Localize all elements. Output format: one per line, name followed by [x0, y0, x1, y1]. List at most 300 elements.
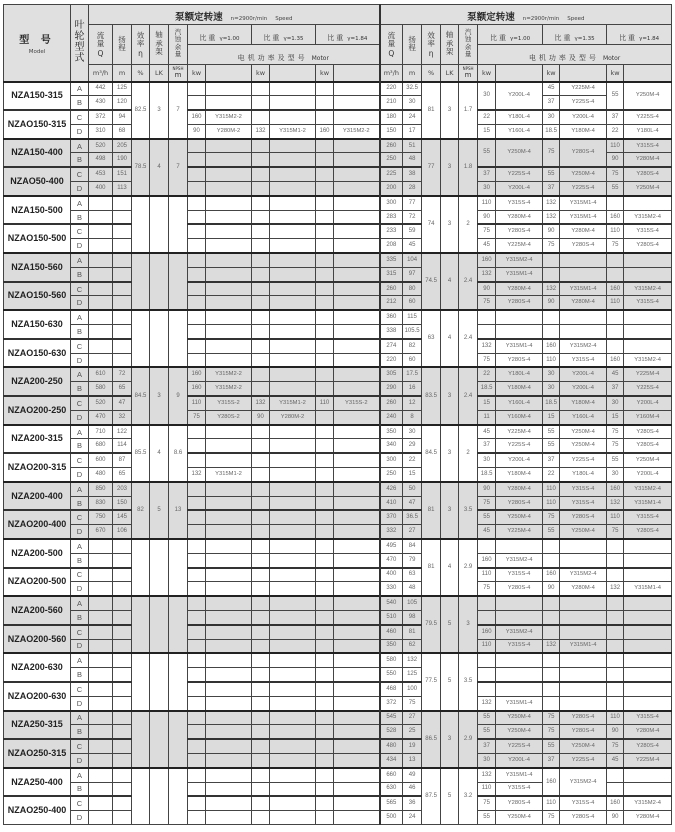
- motor-model-cell: [560, 553, 607, 567]
- motor-model-cell: [206, 453, 252, 467]
- motor-power-cell: 110: [478, 568, 496, 582]
- npsh-cell: 9: [169, 367, 188, 424]
- bearing-cell: [150, 539, 169, 596]
- flow-cell: 580: [89, 382, 113, 396]
- table-row: [4, 711, 672, 725]
- table-row: [4, 468, 672, 482]
- motor-power-cell: 55: [478, 725, 496, 739]
- motor-power-cell: [252, 696, 270, 710]
- motor-model-cell: Y200L-4: [496, 753, 543, 767]
- motor-model-cell: [560, 668, 607, 682]
- motor-model-cell: [334, 453, 380, 467]
- motor-model-cell: [334, 182, 380, 196]
- impeller-type: C: [71, 396, 89, 410]
- motor-power-cell: 37: [543, 453, 560, 467]
- model-name: NZAO200-400: [4, 510, 71, 539]
- bearing-cell: 3: [150, 82, 169, 139]
- motor-model-cell: [334, 553, 380, 567]
- motor-power-cell: [252, 182, 270, 196]
- efficiency-symbol: η: [138, 48, 143, 58]
- flow-cell: 290: [380, 382, 403, 396]
- motor-power-cell: [316, 811, 334, 825]
- flow-cell: 460: [380, 625, 403, 639]
- motor-model-cell: [206, 210, 252, 224]
- flow-cell: [89, 625, 113, 639]
- head-cell: [113, 682, 132, 696]
- motor-power-cell: 90: [607, 153, 624, 167]
- motor-label-en: Motor: [602, 55, 621, 62]
- motor-power-cell: [316, 239, 334, 253]
- motor-model-cell: [334, 339, 380, 353]
- table-row: [4, 496, 672, 510]
- motor-power-cell: 22: [478, 367, 496, 381]
- motor-power-cell: 22: [543, 468, 560, 482]
- motor-power-cell: 90: [252, 410, 270, 424]
- npsh-cell: 2.4: [459, 367, 478, 424]
- model-name: NZA200-400: [4, 482, 71, 511]
- motor-model-cell: [206, 439, 252, 453]
- motor-power-cell: [316, 668, 334, 682]
- motor-model-cell: [206, 653, 252, 667]
- motor-power-cell: [478, 653, 496, 667]
- motor-power-cell: 55: [543, 739, 560, 753]
- npsh-label: 汽蚀余量: [464, 28, 472, 58]
- motor-model-cell: [496, 668, 543, 682]
- motor-model-cell: [206, 568, 252, 582]
- head-cell: 19: [403, 739, 422, 753]
- motor-model-cell: [270, 596, 316, 610]
- motor-power-cell: 55: [478, 711, 496, 725]
- motor-power-cell: 160: [607, 353, 624, 367]
- motor-power-cell: [252, 139, 270, 153]
- motor-power-cell: 132: [478, 768, 496, 782]
- flow-cell: [89, 696, 113, 710]
- motor-model-cell: [334, 425, 380, 439]
- npsh-unit-label: m: [174, 71, 182, 80]
- efficiency-cell: 84.5: [132, 367, 150, 424]
- motor-power-cell: [316, 596, 334, 610]
- motor-model-cell: [206, 96, 252, 110]
- motor-power-cell: 30: [478, 182, 496, 196]
- gravity-header-135: [252, 25, 316, 45]
- gravity-value: γ=1.84: [639, 36, 660, 42]
- motor-model-cell: [206, 496, 252, 510]
- motor-power-cell: [188, 553, 206, 567]
- motor-power-cell: 37: [478, 167, 496, 181]
- head-cell: 80: [403, 282, 422, 296]
- head-cell: 27: [403, 525, 422, 539]
- motor-model-cell: Y225S-4: [496, 739, 543, 753]
- motor-power-cell: 110: [607, 711, 624, 725]
- motor-power-cell: 90: [543, 224, 560, 238]
- motor-model-cell: [270, 682, 316, 696]
- motor-model-cell: [206, 282, 252, 296]
- motor-power-cell: 45: [607, 753, 624, 767]
- motor-power-cell: 15: [478, 124, 496, 138]
- impeller-type: A: [71, 425, 89, 439]
- head-cell: 150: [113, 496, 132, 510]
- head-unit: m: [403, 65, 422, 82]
- flow-cell: [89, 325, 113, 339]
- bearing-cell: 4: [150, 139, 169, 196]
- model-name: NZAO250-315: [4, 739, 71, 768]
- bearing-cell: [150, 653, 169, 710]
- motor-power-cell: [188, 696, 206, 710]
- motor-model-cell: [334, 282, 380, 296]
- motor-model-cell: Y315M2-4: [624, 796, 672, 810]
- motor-model-cell: [334, 682, 380, 696]
- table-row: [4, 725, 672, 739]
- motor-power-cell: [543, 625, 560, 639]
- motor-power-cell: [316, 367, 334, 381]
- table-row: [4, 210, 672, 224]
- motor-power-cell: 37: [607, 110, 624, 124]
- motor-model-cell: Y315M2-2: [334, 124, 380, 138]
- head-header: [403, 25, 422, 65]
- motor-model-cell: [270, 82, 316, 96]
- motor-model-cell: Y160M-4: [496, 410, 543, 424]
- motor-power-cell: [188, 753, 206, 767]
- npsh-cell: 7: [169, 139, 188, 196]
- motor-power-cell: [252, 453, 270, 467]
- flow-cell: [89, 253, 113, 267]
- motor-power-cell: 22: [607, 124, 624, 138]
- head-cell: 36: [403, 796, 422, 810]
- motor-model-cell: [560, 310, 607, 324]
- bearing-cell: 5: [150, 482, 169, 539]
- kw-unit: kw: [252, 65, 270, 82]
- npsh-cell: 1.7: [459, 82, 478, 139]
- impeller-type: B: [71, 153, 89, 167]
- head-cell: 72: [403, 210, 422, 224]
- motor-model-cell: [560, 539, 607, 553]
- motor-power-cell: 90: [607, 725, 624, 739]
- motor-power-cell: 75: [607, 525, 624, 539]
- npsh-cell: [169, 539, 188, 596]
- motor-model-cell: Y225S-4: [560, 753, 607, 767]
- table-row: [4, 682, 672, 696]
- motor-power-cell: [607, 653, 624, 667]
- flow-cell: 434: [380, 753, 403, 767]
- motor-model-cell: [270, 310, 316, 324]
- impeller-type: A: [71, 539, 89, 553]
- motor-power-cell: 55: [478, 811, 496, 825]
- motor-model-cell: [334, 782, 380, 796]
- motor-power-cell: [252, 582, 270, 596]
- flow-cell: 330: [380, 582, 403, 596]
- motor-model-cell: [624, 253, 672, 267]
- motor-power-cell: [316, 282, 334, 296]
- motor-model-cell: [206, 167, 252, 181]
- motor-model-cell: [206, 696, 252, 710]
- motor-power-cell: [252, 224, 270, 238]
- head-cell: [113, 196, 132, 210]
- motor-model-cell: Y315S-4: [624, 510, 672, 524]
- motor-power-cell: 75: [543, 811, 560, 825]
- motor-power-cell: 45: [478, 525, 496, 539]
- flow-cell: 220: [380, 353, 403, 367]
- flow-cell: 350: [380, 639, 403, 653]
- motor-power-cell: 90: [543, 296, 560, 310]
- motor-model-cell: [560, 653, 607, 667]
- motor-model-cell: [206, 796, 252, 810]
- table-row: [4, 124, 672, 138]
- motor-power-cell: [316, 453, 334, 467]
- motor-model-cell: [496, 653, 543, 667]
- motor-power-cell: 132: [478, 267, 496, 281]
- motor-header: [188, 45, 380, 65]
- motor-power-cell: [188, 439, 206, 453]
- flow-cell: 545: [380, 711, 403, 725]
- head-cell: 47: [403, 496, 422, 510]
- bearing-cell: 3: [441, 425, 459, 482]
- motor-power-cell: [188, 239, 206, 253]
- motor-model-cell: Y250M-4: [560, 425, 607, 439]
- head-unit: m: [113, 65, 132, 82]
- flow-cell: 150: [380, 124, 403, 138]
- motor-model-cell: Y180M-4: [496, 468, 543, 482]
- model-header: [4, 5, 71, 82]
- motor-model-unit: [560, 65, 607, 82]
- motor-model-cell: [270, 382, 316, 396]
- motor-power-cell: [188, 596, 206, 610]
- motor-power-cell: 30: [543, 110, 560, 124]
- motor-power-cell: [478, 539, 496, 553]
- motor-power-cell: [543, 553, 560, 567]
- table-row: [4, 739, 672, 753]
- motor-model-cell: Y250M-4: [560, 739, 607, 753]
- motor-model-cell: Y250M-4: [560, 525, 607, 539]
- motor-model-cell: [206, 811, 252, 825]
- head-cell: 106: [113, 525, 132, 539]
- head-cell: 77: [403, 196, 422, 210]
- motor-model-unit: [496, 65, 543, 82]
- motor-model-cell: Y315S-4: [624, 711, 672, 725]
- motor-power-cell: [607, 596, 624, 610]
- motor-model-cell: Y180L-4: [496, 367, 543, 381]
- motor-power-cell: 75: [188, 410, 206, 424]
- impeller-type: A: [71, 367, 89, 381]
- motor-power-cell: [478, 310, 496, 324]
- motor-power-cell: [188, 253, 206, 267]
- motor-model-cell: [334, 796, 380, 810]
- impeller-type: C: [71, 282, 89, 296]
- head-cell: 30: [403, 96, 422, 110]
- motor-model-cell: [270, 525, 316, 539]
- motor-power-cell: [252, 239, 270, 253]
- header-row-speed: [4, 5, 672, 25]
- motor-model-cell: Y280S-4: [496, 796, 543, 810]
- flow-cell: 550: [380, 668, 403, 682]
- motor-model-cell: [206, 725, 252, 739]
- efficiency-cell: 85.5: [132, 425, 150, 482]
- table-row: [4, 653, 672, 667]
- motor-model-cell: [624, 196, 672, 210]
- motor-power-cell: [543, 267, 560, 281]
- motor-model-cell: [270, 496, 316, 510]
- npsh-abbrev: NPSH: [172, 66, 184, 72]
- flow-cell: 540: [380, 596, 403, 610]
- motor-power-cell: 30: [607, 468, 624, 482]
- flow-cell: 630: [380, 782, 403, 796]
- motor-power-cell: 132: [543, 196, 560, 210]
- flow-header: [380, 25, 403, 65]
- head-cell: 49: [403, 768, 422, 782]
- gravity-header-100: [188, 25, 252, 45]
- motor-power-cell: [188, 811, 206, 825]
- motor-model-cell: [206, 267, 252, 281]
- motor-power-cell: [252, 82, 270, 96]
- motor-model-cell: Y315M1-2: [270, 396, 316, 410]
- motor-model-cell: [206, 253, 252, 267]
- motor-power-cell: 55: [543, 525, 560, 539]
- motor-model-cell: Y250M-4: [624, 182, 672, 196]
- kw-unit: kw: [478, 65, 496, 82]
- motor-power-cell: [252, 796, 270, 810]
- efficiency-cell: 74: [422, 196, 441, 253]
- motor-power-cell: 75: [478, 582, 496, 596]
- flow-cell: 442: [89, 82, 113, 96]
- impeller-type: A: [71, 310, 89, 324]
- head-cell: 15: [403, 468, 422, 482]
- motor-power-cell: [252, 768, 270, 782]
- head-cell: 100: [403, 682, 422, 696]
- motor-model-cell: Y180L-4: [560, 468, 607, 482]
- motor-model-cell: Y180M-4: [560, 396, 607, 410]
- motor-model-cell: Y315S-4: [496, 196, 543, 210]
- motor-model-cell: Y315M2-4: [496, 553, 543, 567]
- flow-cell: [89, 753, 113, 767]
- motor-model-cell: [270, 96, 316, 110]
- head-cell: 51: [403, 139, 422, 153]
- motor-power-cell: 55: [607, 453, 624, 467]
- head-cell: 72: [113, 367, 132, 381]
- flow-cell: 470: [380, 553, 403, 567]
- bearing-cell: 3: [150, 367, 169, 424]
- motor-model-cell: [206, 139, 252, 153]
- motor-model-cell: Y315S-4: [624, 139, 672, 153]
- motor-model-cell: [334, 296, 380, 310]
- flow-cell: [89, 539, 113, 553]
- motor-model-cell: Y280M-4: [560, 224, 607, 238]
- motor-power-cell: 30: [478, 453, 496, 467]
- motor-power-cell: 132: [252, 396, 270, 410]
- motor-power-cell: [188, 496, 206, 510]
- motor-power-cell: [252, 625, 270, 639]
- flow-cell: 300: [380, 196, 403, 210]
- motor-model-cell: Y280S-4: [496, 496, 543, 510]
- head-cell: 115: [403, 310, 422, 324]
- flow-cell: 670: [89, 525, 113, 539]
- kw-unit: kw: [607, 65, 624, 82]
- motor-power-cell: [316, 139, 334, 153]
- flow-cell: 274: [380, 339, 403, 353]
- motor-model-cell: [206, 525, 252, 539]
- motor-model-cell: [270, 539, 316, 553]
- motor-model-cell: [270, 253, 316, 267]
- motor-power-cell: [252, 110, 270, 124]
- npsh-cell: [169, 196, 188, 253]
- flow-cell: 360: [380, 310, 403, 324]
- efficiency-cell: 74.5: [422, 253, 441, 310]
- motor-model-cell: [334, 239, 380, 253]
- motor-model-cell: [334, 468, 380, 482]
- flow-cell: 220: [380, 82, 403, 96]
- motor-power-cell: 160: [478, 625, 496, 639]
- head-cell: 16: [403, 382, 422, 396]
- head-cell: [113, 353, 132, 367]
- model-name: NZAO150-500: [4, 224, 71, 253]
- flow-cell: [89, 725, 113, 739]
- motor-model-cell: [624, 539, 672, 553]
- bearing-cell: 4: [441, 310, 459, 367]
- flow-cell: 850: [89, 482, 113, 496]
- motor-power-cell: [543, 668, 560, 682]
- motor-power-cell: [607, 553, 624, 567]
- motor-power-cell: [188, 296, 206, 310]
- head-cell: [113, 639, 132, 653]
- motor-power-cell: 132: [543, 639, 560, 653]
- head-cell: [113, 267, 132, 281]
- motor-model-cell: [624, 325, 672, 339]
- motor-model-cell: Y315M1-4: [624, 496, 672, 510]
- table-row: [4, 568, 672, 582]
- motor-model-cell: [624, 267, 672, 281]
- impeller-type: C: [71, 682, 89, 696]
- motor-power-cell: [252, 711, 270, 725]
- flow-cell: 453: [89, 167, 113, 181]
- motor-model-cell: Y250M-4: [624, 453, 672, 467]
- motor-power-cell: 110: [478, 782, 496, 796]
- npsh-cell: 3.2: [459, 768, 478, 825]
- motor-power-cell: [316, 339, 334, 353]
- impeller-type: D: [71, 239, 89, 253]
- head-cell: [113, 725, 132, 739]
- motor-model-cell: [270, 153, 316, 167]
- impeller-type: B: [71, 210, 89, 224]
- efficiency-cell: 81: [422, 539, 441, 596]
- efficiency-cell: [132, 768, 150, 825]
- flow-cell: 240: [380, 410, 403, 424]
- motor-power-cell: [252, 196, 270, 210]
- motor-power-cell: [316, 782, 334, 796]
- motor-model-cell: Y315S-4: [496, 639, 543, 653]
- bearing-cell: 5: [441, 653, 459, 710]
- flow-cell: [89, 653, 113, 667]
- head-cell: 151: [113, 167, 132, 181]
- motor-power-cell: 55: [607, 182, 624, 196]
- motor-model-cell: [334, 310, 380, 324]
- motor-model-cell: [206, 310, 252, 324]
- motor-power-cell: [188, 668, 206, 682]
- head-cell: 47: [113, 396, 132, 410]
- flow-cell: [89, 196, 113, 210]
- table-row: [4, 267, 672, 281]
- motor-power-cell: 30: [478, 753, 496, 767]
- impeller-type: B: [71, 553, 89, 567]
- table-row: [4, 96, 672, 110]
- gravity-value: γ=1.84: [347, 36, 368, 42]
- motor-model-cell: [334, 196, 380, 210]
- bearing-cell: 5: [441, 768, 459, 825]
- head-cell: 29: [403, 439, 422, 453]
- flow-cell: [89, 668, 113, 682]
- motor-power-cell: [252, 482, 270, 496]
- motor-model-cell: Y160M-4: [624, 410, 672, 424]
- table-row: [4, 696, 672, 710]
- efficiency-cell: 87.5: [422, 768, 441, 825]
- flow-cell: 335: [380, 253, 403, 267]
